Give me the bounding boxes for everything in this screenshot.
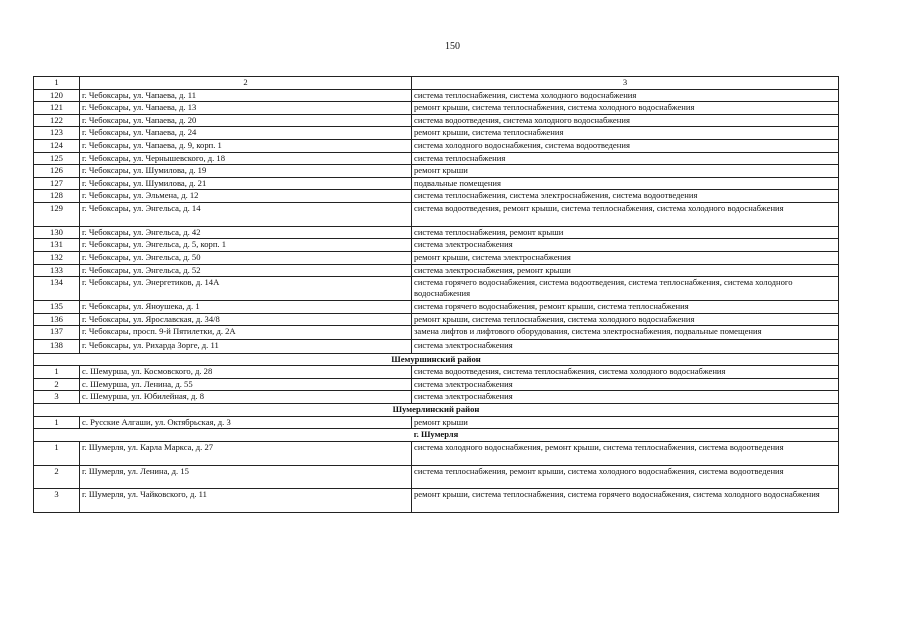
works-cell: ремонт крыши, система теплоснабжения, система холодного водоснабжения — [412, 102, 839, 115]
row-number: 135 — [34, 300, 80, 313]
row-number: 127 — [34, 177, 80, 190]
address-cell: г. Чебоксары, ул. Чапаева, д. 9, корп. 1 — [80, 139, 412, 152]
row-number: 138 — [34, 339, 80, 353]
table-row — [34, 378, 839, 391]
address-cell: г. Чебоксары, ул. Энгельса, д. 5, корп. 1 — [80, 239, 412, 252]
table-row — [34, 190, 839, 203]
address-cell: г. Шумерля, ул. Карла Маркса, д. 27 — [80, 441, 412, 465]
address-cell: г. Чебоксары, ул. Чернышевского, д. 18 — [80, 152, 412, 165]
works-cell: ремонт крыши, система теплоснабжения — [412, 127, 839, 140]
address-cell: г. Чебоксары, ул. Энергетиков, д. 14А — [80, 277, 412, 301]
address-cell: г. Чебоксары, ул. Энгельса, д. 52 — [80, 264, 412, 277]
works-cell: система теплоснабжения, ремонт крыши — [412, 226, 839, 239]
section-header-row — [34, 429, 839, 442]
row-number: 128 — [34, 190, 80, 203]
address-cell: г. Чебоксары, ул. Рихарда Зорге, д. 11 — [80, 339, 412, 353]
works-cell: система теплоснабжения, ремонт крыши, система холодного водоснабжения, система водоотведения — [412, 465, 839, 489]
works-cell: ремонт крыши, система теплоснабжения, система холодного водоснабжения — [412, 313, 839, 326]
table-row — [34, 177, 839, 190]
table-row — [34, 127, 839, 140]
table-row — [34, 152, 839, 165]
row-number: 121 — [34, 102, 80, 115]
works-cell: система водоотведения, система холодного водоснабжения — [412, 114, 839, 127]
section-title: Шумерлинский район — [34, 404, 839, 417]
address-cell: г. Чебоксары, ул. Яноушека, д. 1 — [80, 300, 412, 313]
table-row — [34, 465, 839, 489]
table-body — [34, 89, 839, 513]
works-cell: подвальные помещения — [412, 177, 839, 190]
header-col-2: 2 — [80, 77, 412, 90]
row-number: 124 — [34, 139, 80, 152]
header-col-3: 3 — [412, 77, 839, 90]
address-cell: г. Чебоксары, ул. Чапаева, д. 11 — [80, 89, 412, 102]
page-number: 150 — [445, 41, 460, 52]
works-cell: система водоотведения, ремонт крыши, система теплоснабжения, система холодного водоснабжения — [412, 202, 839, 226]
table-row — [34, 441, 839, 465]
row-number: 136 — [34, 313, 80, 326]
works-cell: система теплоснабжения — [412, 152, 839, 165]
row-number: 1 — [34, 366, 80, 379]
table-row — [34, 313, 839, 326]
address-cell: г. Чебоксары, ул. Ярославская, д. 34/8 — [80, 313, 412, 326]
works-cell: система электроснабжения, ремонт крыши — [412, 264, 839, 277]
table-row — [34, 391, 839, 404]
row-number: 122 — [34, 114, 80, 127]
works-cell: ремонт крыши, система теплоснабжения, система горячего водоснабжения, система холодного водоснабжения — [412, 489, 839, 513]
section-title: г. Шумерля — [34, 429, 839, 442]
section-header-row — [34, 404, 839, 417]
address-cell: г. Чебоксары, ул. Чапаева, д. 20 — [80, 114, 412, 127]
table-row — [34, 300, 839, 313]
address-cell: г. Чебоксары, ул. Энгельса, д. 14 — [80, 202, 412, 226]
table-row — [34, 277, 839, 301]
row-number: 137 — [34, 326, 80, 340]
row-number: 134 — [34, 277, 80, 301]
address-cell: г. Чебоксары, ул. Чапаева, д. 13 — [80, 102, 412, 115]
row-number: 3 — [34, 391, 80, 404]
table-row — [34, 226, 839, 239]
table-row — [34, 251, 839, 264]
row-number: 133 — [34, 264, 80, 277]
works-cell: система холодного водоснабжения, система водоотведения — [412, 139, 839, 152]
works-cell: система электроснабжения — [412, 378, 839, 391]
address-cell: г. Чебоксары, ул. Шумилова, д. 21 — [80, 177, 412, 190]
row-number: 132 — [34, 251, 80, 264]
table-row — [34, 89, 839, 102]
works-cell: ремонт крыши, система электроснабжения — [412, 251, 839, 264]
works-cell: система водоотведения, система теплоснабжения, система холодного водоснабжения — [412, 366, 839, 379]
address-cell: г. Шумерля, ул. Чайковского, д. 11 — [80, 489, 412, 513]
row-number: 123 — [34, 127, 80, 140]
table-row — [34, 114, 839, 127]
table-row — [34, 102, 839, 115]
address-cell: г. Чебоксары, ул. Чапаева, д. 24 — [80, 127, 412, 140]
address-cell: г. Чебоксары, ул. Шумилова, д. 19 — [80, 165, 412, 178]
address-cell: с. Шемурша, ул. Космовского, д. 28 — [80, 366, 412, 379]
row-number: 1 — [34, 416, 80, 429]
table-row — [34, 339, 839, 353]
works-cell: система электроснабжения — [412, 239, 839, 252]
works-cell: замена лифтов и лифтового оборудования, система электроснабжения, подвальные помещения — [412, 326, 839, 340]
works-cell: ремонт крыши — [412, 416, 839, 429]
table-row — [34, 165, 839, 178]
address-cell: с. Шемурша, ул. Юбилейная, д. 8 — [80, 391, 412, 404]
row-number: 3 — [34, 489, 80, 513]
works-cell: ремонт крыши — [412, 165, 839, 178]
table-row — [34, 139, 839, 152]
row-number: 125 — [34, 152, 80, 165]
works-cell: система электроснабжения — [412, 391, 839, 404]
table-row — [34, 416, 839, 429]
address-cell: г. Чебоксары, ул. Эльмена, д. 12 — [80, 190, 412, 203]
header-col-1: 1 — [34, 77, 80, 90]
works-cell: система теплоснабжения, система холодного водоснабжения — [412, 89, 839, 102]
table-row — [34, 489, 839, 513]
section-title: Шемуршинский район — [34, 353, 839, 366]
section-header-row — [34, 353, 839, 366]
address-cell: с. Шемурша, ул. Ленина, д. 55 — [80, 378, 412, 391]
address-cell: г. Чебоксары, ул. Энгельса, д. 42 — [80, 226, 412, 239]
address-cell: г. Чебоксары, ул. Энгельса, д. 50 — [80, 251, 412, 264]
address-cell: с. Русские Алгаши, ул. Октябрьская, д. 3 — [80, 416, 412, 429]
address-cell: г. Шумерля, ул. Ленина, д. 15 — [80, 465, 412, 489]
row-number: 129 — [34, 202, 80, 226]
row-number: 1 — [34, 441, 80, 465]
table-row — [34, 239, 839, 252]
row-number: 2 — [34, 378, 80, 391]
works-cell: система теплоснабжения, система электроснабжения, система водоотведения — [412, 190, 839, 203]
row-number: 130 — [34, 226, 80, 239]
table-row — [34, 264, 839, 277]
table-header-row — [34, 77, 839, 90]
table-row — [34, 326, 839, 340]
row-number: 2 — [34, 465, 80, 489]
works-cell: система горячего водоснабжения, система водоотведения, система теплоснабжения, система холодного водоснабжения — [412, 277, 839, 301]
table-row — [34, 202, 839, 226]
table-row — [34, 366, 839, 379]
works-table — [33, 76, 839, 513]
address-cell: г. Чебоксары, просп. 9-й Пятилетки, д. 2А — [80, 326, 412, 340]
works-cell: система электроснабжения — [412, 339, 839, 353]
works-cell: система холодного водоснабжения, ремонт крыши, система теплоснабжения, система водоотведения — [412, 441, 839, 465]
works-cell: система горячего водоснабжения, ремонт крыши, система теплоснабжения — [412, 300, 839, 313]
row-number: 131 — [34, 239, 80, 252]
row-number: 126 — [34, 165, 80, 178]
row-number: 120 — [34, 89, 80, 102]
